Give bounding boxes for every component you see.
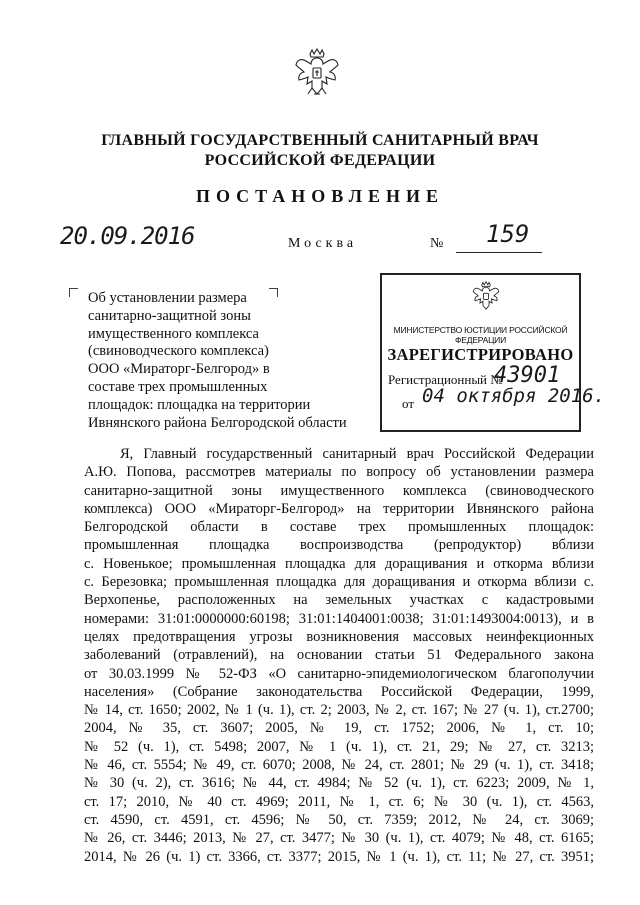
subject-line: площадок: площадка на территории (88, 396, 311, 413)
document-date: 20.09.2016 (60, 222, 195, 250)
authority-title-line-2: РОССИЙСКОЙ ФЕДЕРАЦИИ (204, 152, 436, 169)
body-line: с. Березовка; промышленная площадка для доращивания и откорма вблизи с. (84, 574, 594, 591)
body-line: от 30.03.1999 № 52-ФЗ «О санитарно-эпидемиологическом благополучии (84, 665, 594, 682)
number-underline (456, 252, 542, 253)
body-text (84, 445, 594, 866)
body-line: заболеваний (отравлений), на основании статьи 51 Федерального закона (84, 647, 594, 664)
subject-bracket-left (69, 288, 78, 297)
document-city: Москва (288, 236, 358, 251)
subject-line: ООО «Мираторг-Белгород» в (88, 361, 270, 378)
body-line: 2004, № 35, ст. 3607; 2005, № 19, ст. 1752; 2006, № 1, ст. 10; (84, 720, 594, 737)
subject-line: санитарно-защитной зоны (88, 307, 251, 324)
stamp-date-label: от (402, 396, 415, 411)
stamp-reg-label: Регистрационный № (388, 372, 503, 387)
body-line: Я, Главный государственный санитарный врач Российской Федерации (120, 446, 594, 462)
stamp-registered: ЗАРЕГИСТРИРОВАНО (387, 345, 574, 364)
body-line: ст. 17; 2010, № 40 ст. 4969; 2011, № 1, ст. 6; № 30 (ч. 1), ст. 4563, (84, 793, 594, 810)
russian-coat-of-arms-icon (294, 48, 340, 100)
subject-line: Об установлении размера (88, 290, 247, 306)
body-line: № 30 (ч. 2), ст. 3616; № 44, ст. 4984; № 52 (ч. 1), ст. 6223; 2009, № 1, (84, 775, 594, 792)
body-line: санитарно-защитной зоны имущественного комплекса (свиноводческого (84, 482, 594, 499)
number-sign: № (430, 236, 444, 251)
body-line: № 14, ст. 1650; 2002, № 1 (ч. 1), ст. 2; 2003, № 2, ст. 167; № 27 (ч. 1), ст.2700; (84, 702, 594, 719)
body-line: А.Ю. Попова, рассмотрев материалы по вопросу об установлении размера (84, 464, 594, 481)
body-line: № 26, ст. 3446; 2013, № 27, ст. 3477; № 30 (ч. 1), ст. 4079; № 48, ст. 6165; (84, 830, 594, 847)
body-line: № 52 (ч. 1), ст. 5498; 2007, № 1 (ч. 1), ст. 21, 29; № 27, ст. 3213; (84, 738, 594, 755)
stamp-emblem-icon (472, 281, 500, 313)
subject-line: имущественного комплекса (88, 325, 259, 342)
document-type-title: ПОСТАНОВЛЕНИЕ (195, 186, 445, 206)
authority-title-line-1: ГЛАВНЫЙ ГОСУДАРСТВЕННЫЙ САНИТАРНЫЙ ВРАЧ (101, 132, 539, 149)
body-line: ст. 4590, ст. 4591, ст. 4596; № 50, ст. 7359; 2012, № 24, ст. 3069; (84, 811, 594, 828)
stamp-date-value: 04 октября 2016. (422, 385, 606, 407)
body-line: Верхопенье, расположенных на земельных участках с кадастровыми (84, 592, 594, 609)
subject-line: Ивнянского района Белгородской области (88, 414, 347, 431)
subject-block (88, 290, 368, 432)
stamp-reg-number: 43901 (494, 363, 561, 388)
body-line: промышленная площадка воспроизводства (репродуктор) вблизи (84, 537, 594, 554)
body-line: № 46, ст. 5554; № 49, ст. 6070; 2008, № 24, ст. 2801; № 29 (ч. 1), ст. 3418; (84, 757, 594, 774)
body-line: Белгородской области в составе трех промышленных площадок: (84, 519, 594, 536)
body-line: целях предотвращения угрозы возникновения массовых неинфекционных (84, 628, 594, 645)
body-line: номерами: 31:01:0000000:60198; 31:01:1404001:0038; 31:01:1493004:0013), и в (84, 610, 594, 627)
registration-stamp (380, 273, 606, 432)
subject-line: составе трех промышленных (88, 378, 268, 395)
body-line: населения» (Собрание законодательства Российской Федерации, 1999, (84, 683, 594, 700)
subject-line: (свиноводческого комплекса) (88, 343, 269, 360)
body-line: с. Новенькое; промышленная площадка для доращивания и откорма вблизи (84, 555, 594, 572)
document-number: 159 (486, 220, 530, 248)
body-line: комплекса) ООО «Мираторг-Белгород» на территории Ивнянского района (84, 500, 594, 517)
body-line: 2014, № 26 (ч. 1) ст. 3366, ст. 3377; 2015, № 1 (ч. 1), ст. 11; № 27, ст. 3951; (84, 848, 594, 865)
stamp-ministry: МИНИСТЕРСТВО ЮСТИЦИИ РОССИЙСКОЙ ФЕДЕРАЦИИ (393, 325, 568, 345)
